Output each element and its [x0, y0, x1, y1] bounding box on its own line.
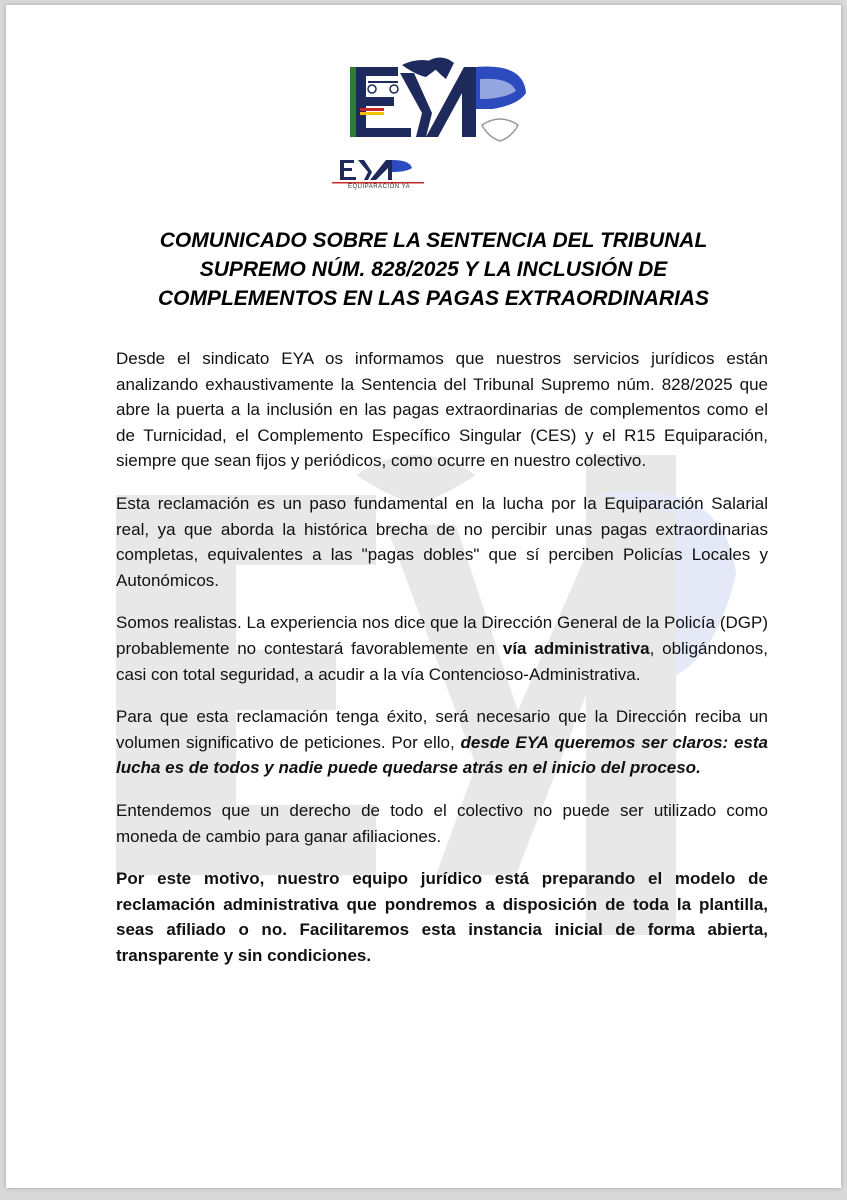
paragraph-1: Desde el sindicato EYA os informamos que nuestros servicios jurídicos están analizando exhaustivamente la Sentencia del Tribunal Supremo núm. 828/2025 que abre la puerta a la inclusión en las pagas extraordinarias de complementos como el de Turnicidad, el Complemento Específico Singular (CES) y el R15 Equiparación, siempre que sean fijos y periódicos, como ocurre en nuestro colectivo.	[116, 349, 768, 471]
paragraph-3	[116, 610, 768, 687]
title-line-1: COMUNICADO SOBRE LA SENTENCIA DEL TRIBUNAL	[159, 229, 708, 252]
eya-small-logo-mark	[330, 158, 428, 184]
paragraph-2: Esta reclamación es un paso fundamental en la lucha por la Equiparación Salarial real, ya que aborda la histórica brecha de no percibir unas pagas extraordinarias completas, equivalentes a las "pagas dobles" que sí perciben Policías Locales y Autonómicos.	[116, 493, 768, 590]
title-line-3: COMPLEMENTOS EN LAS PAGAS EXTRAORDINARIAS	[157, 287, 710, 310]
document-title	[66, 226, 801, 313]
paragraph-6: Por este motivo, nuestro equipo jurídico está preparando el modelo de reclamación administrativa que pondremos a disposición de toda la plantilla, seas afiliado o no. Facilitaremos esta instancia inicial de forma abierta, transparente y sin condiciones.	[116, 869, 768, 965]
paragraph-4-text-a: Para que esta reclamación tenga éxito, será necesario que la Dirección reciba un volumen significativo de peticiones. Por ello,	[116, 707, 768, 752]
paragraph-4	[116, 704, 768, 781]
paragraph-5: Entendemos que un derecho de todo el colectivo no puede ser utilizado como moneda de cambio para ganar afiliaciones.	[116, 800, 768, 846]
paragraph-3-text-a: Somos realistas. La experiencia nos dice que la Dirección General de la Policía (DGP) probablemente no contestará favorablemente en	[116, 613, 768, 658]
paragraph-3-bold: vía administrativa	[502, 638, 650, 658]
document-page	[6, 5, 841, 1188]
paragraph-3-text-b: , obligándonos, casi con total seguridad, a acudir a la vía Contencioso-Administrativa.	[116, 638, 768, 684]
eya-small-logo	[330, 158, 428, 198]
paragraph-4-bold-italic: desde EYA queremos ser claros: esta lucha es de todos y nadie puede quedarse atrás en el inicio del proceso.	[116, 732, 768, 778]
title-line-2: SUPREMO NÚM. 828/2025 Y LA INCLUSIÓN DE	[199, 258, 668, 281]
document-body	[116, 346, 768, 985]
small-logo-caption: EQUIPARACIÓN YA	[348, 184, 411, 190]
eya-main-logo	[342, 53, 532, 153]
